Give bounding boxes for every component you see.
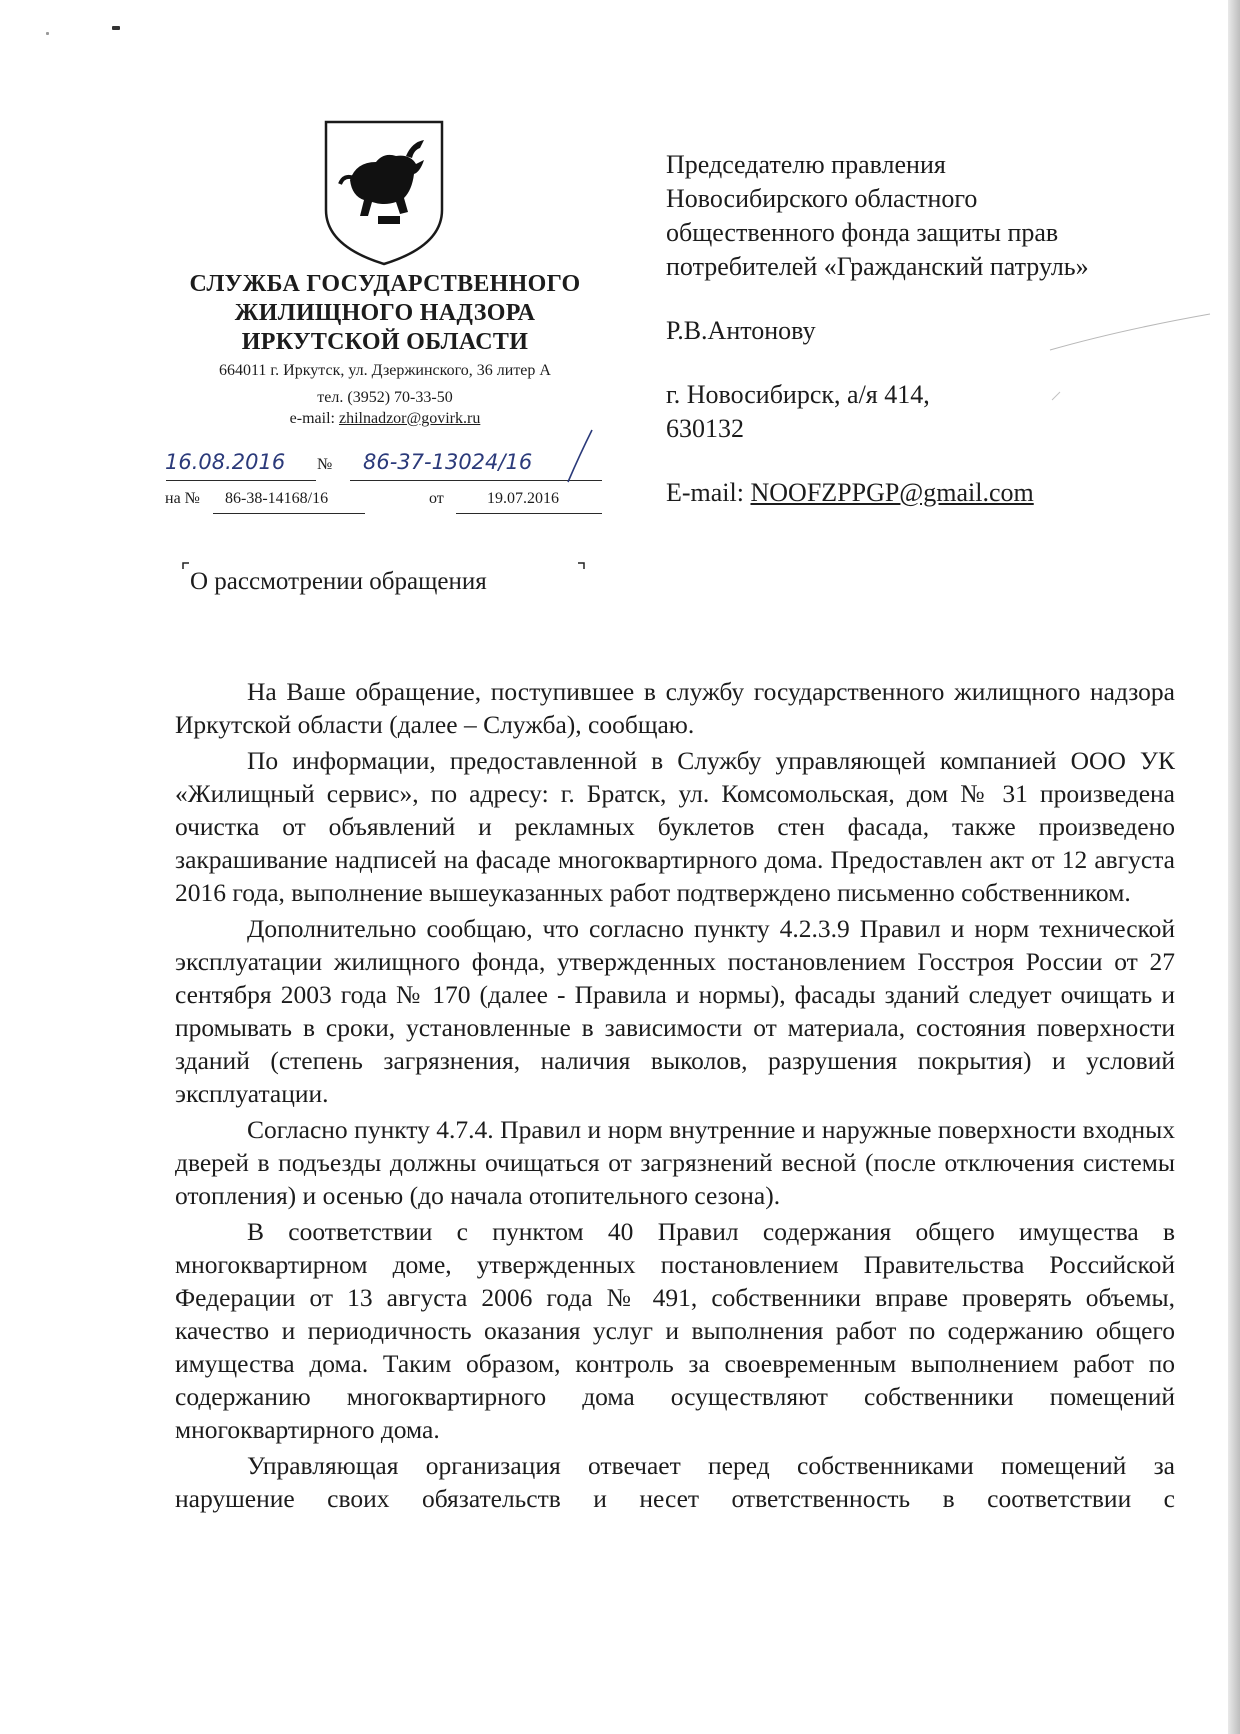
coat-of-arms-emblem: [320, 118, 448, 268]
body-paragraph: На Ваше обращение, поступившее в службу государственного жилищного надзора Иркутской области (далее – Служба), сообщаю.: [175, 677, 1175, 739]
body-paragraph: В соответствии с пунктом 40 Правил содержания общего имущества в многоквартирном доме, утвержденных постановлением Правительства Российской Федерации от 13 августа 2006 года № 491, собственники вправе проверять объемы, качество и периодичность оказания услуг и выполнения работ по содержанию общего имущества дома. Таким образом, контроль за своевременным выполнением работ по содержанию многоквартирного дома осуществляют собственники помещений многоквартирного дома.: [175, 1217, 1175, 1444]
reply-underline: [213, 513, 365, 514]
letter-subject: О рассмотрении обращения: [190, 568, 487, 595]
page-edge: [1228, 0, 1240, 1734]
reply-to-label: на №: [165, 490, 200, 507]
sender-email-link[interactable]: zhilnadzor@govirk.ru: [338, 410, 481, 427]
recipient-position-line: потребителей «Гражданский патруль»: [666, 252, 1089, 281]
subject-corner-mark: [182, 562, 189, 569]
handwritten-date: 16.08.2016: [165, 450, 286, 474]
handwritten-stroke: [560, 426, 600, 486]
recipient-email-row: [666, 476, 1186, 510]
sender-org-name: [160, 270, 610, 357]
recipient-position-line: общественного фонда защиты прав: [666, 218, 1059, 247]
outgoing-registration: [165, 450, 532, 474]
from-label: от: [429, 490, 444, 507]
org-name-line: СЛУЖБА ГОСУДАРСТВЕННОГО: [189, 271, 581, 297]
org-name-line: ИРКУТСКОЙ ОБЛАСТИ: [241, 329, 529, 355]
recipient-position-line: Председателю правления: [666, 150, 946, 179]
recipient-name: Р.В.Антонову: [666, 316, 816, 345]
body-paragraph: Дополнительно сообщаю, что согласно пункту 4.2.3.9 Правил и норм технической эксплуатации жилищного фонда, утвержденных постановлением Госстроя России от 27 сентября 2003 года № 170 (далее - Правила и нормы), фасады зданий следует очищать и промывать в сроки, установленные в зависимости от материала, состояния поверхности зданий (степень загрязнения, наличия выколов, разрушения покрытия) и условий эксплуатации.: [175, 914, 1175, 1108]
recipient-position-line: Новосибирского областного: [666, 184, 978, 213]
org-name-line: ЖИЛИЩНОГО НАДЗОРА: [234, 300, 536, 326]
body-paragraph: Согласно пункту 4.7.4. Правил и норм внутренние и наружные поверхности входных дверей в подъезды должны очищаться от загрязнений весной (после отключения системы отопления) и осенью (до начала отопительного сезона).: [175, 1115, 1175, 1210]
scan-mark: [46, 32, 49, 35]
sender-phone: тел. (3952) 70-33-50: [317, 389, 453, 406]
pencil-mark: [1040, 300, 1220, 420]
sender-contacts: [160, 360, 610, 429]
letter-body: [175, 675, 1175, 1518]
reply-to-date: 19.07.2016: [487, 490, 559, 507]
sender-email-row: [160, 408, 610, 429]
number-sign: №: [317, 456, 333, 473]
body-paragraph: Управляющая организация отвечает перед собственниками помещений за нарушение своих обязательств и несет ответственность в соответствии с: [175, 1451, 1175, 1513]
recipient-address-line: г. Новосибирск, а/я 414,: [666, 380, 930, 409]
scan-mark: [112, 26, 120, 30]
sender-email-label: e-mail:: [289, 410, 335, 427]
registration-underline: [166, 480, 316, 481]
recipient-email-link[interactable]: NOOFZPPGP@gmail.com: [750, 478, 1034, 507]
reply-to-registration: [165, 490, 559, 508]
body-paragraph: По информации, предоставленной в Службу управляющей компанией ООО УК «Жилищный сервис», по адресу: г. Братск, ул. Комсомольская, дом № 31 произведена очистка от объявлений и рекламных буклетов стен фасада, также произведено закрашивание надписей на фасаде многоквартирного дома. Предоставлен акт от 12 августа 2016 года, выполнение вышеуказанных работ подтверждено письменно собственником.: [175, 746, 1175, 907]
recipient-address-line: 630132: [666, 414, 744, 443]
reply-underline: [456, 513, 602, 514]
recipient-email-label: E-mail:: [666, 478, 744, 507]
reply-to-number: 86-38-14168/16: [225, 490, 329, 507]
sender-address: 664011 г. Иркутск, ул. Дзержинского, 36 литер А: [219, 362, 551, 379]
subject-corner-mark: [578, 562, 585, 569]
handwritten-number: 86-37-13024/16: [363, 450, 533, 474]
